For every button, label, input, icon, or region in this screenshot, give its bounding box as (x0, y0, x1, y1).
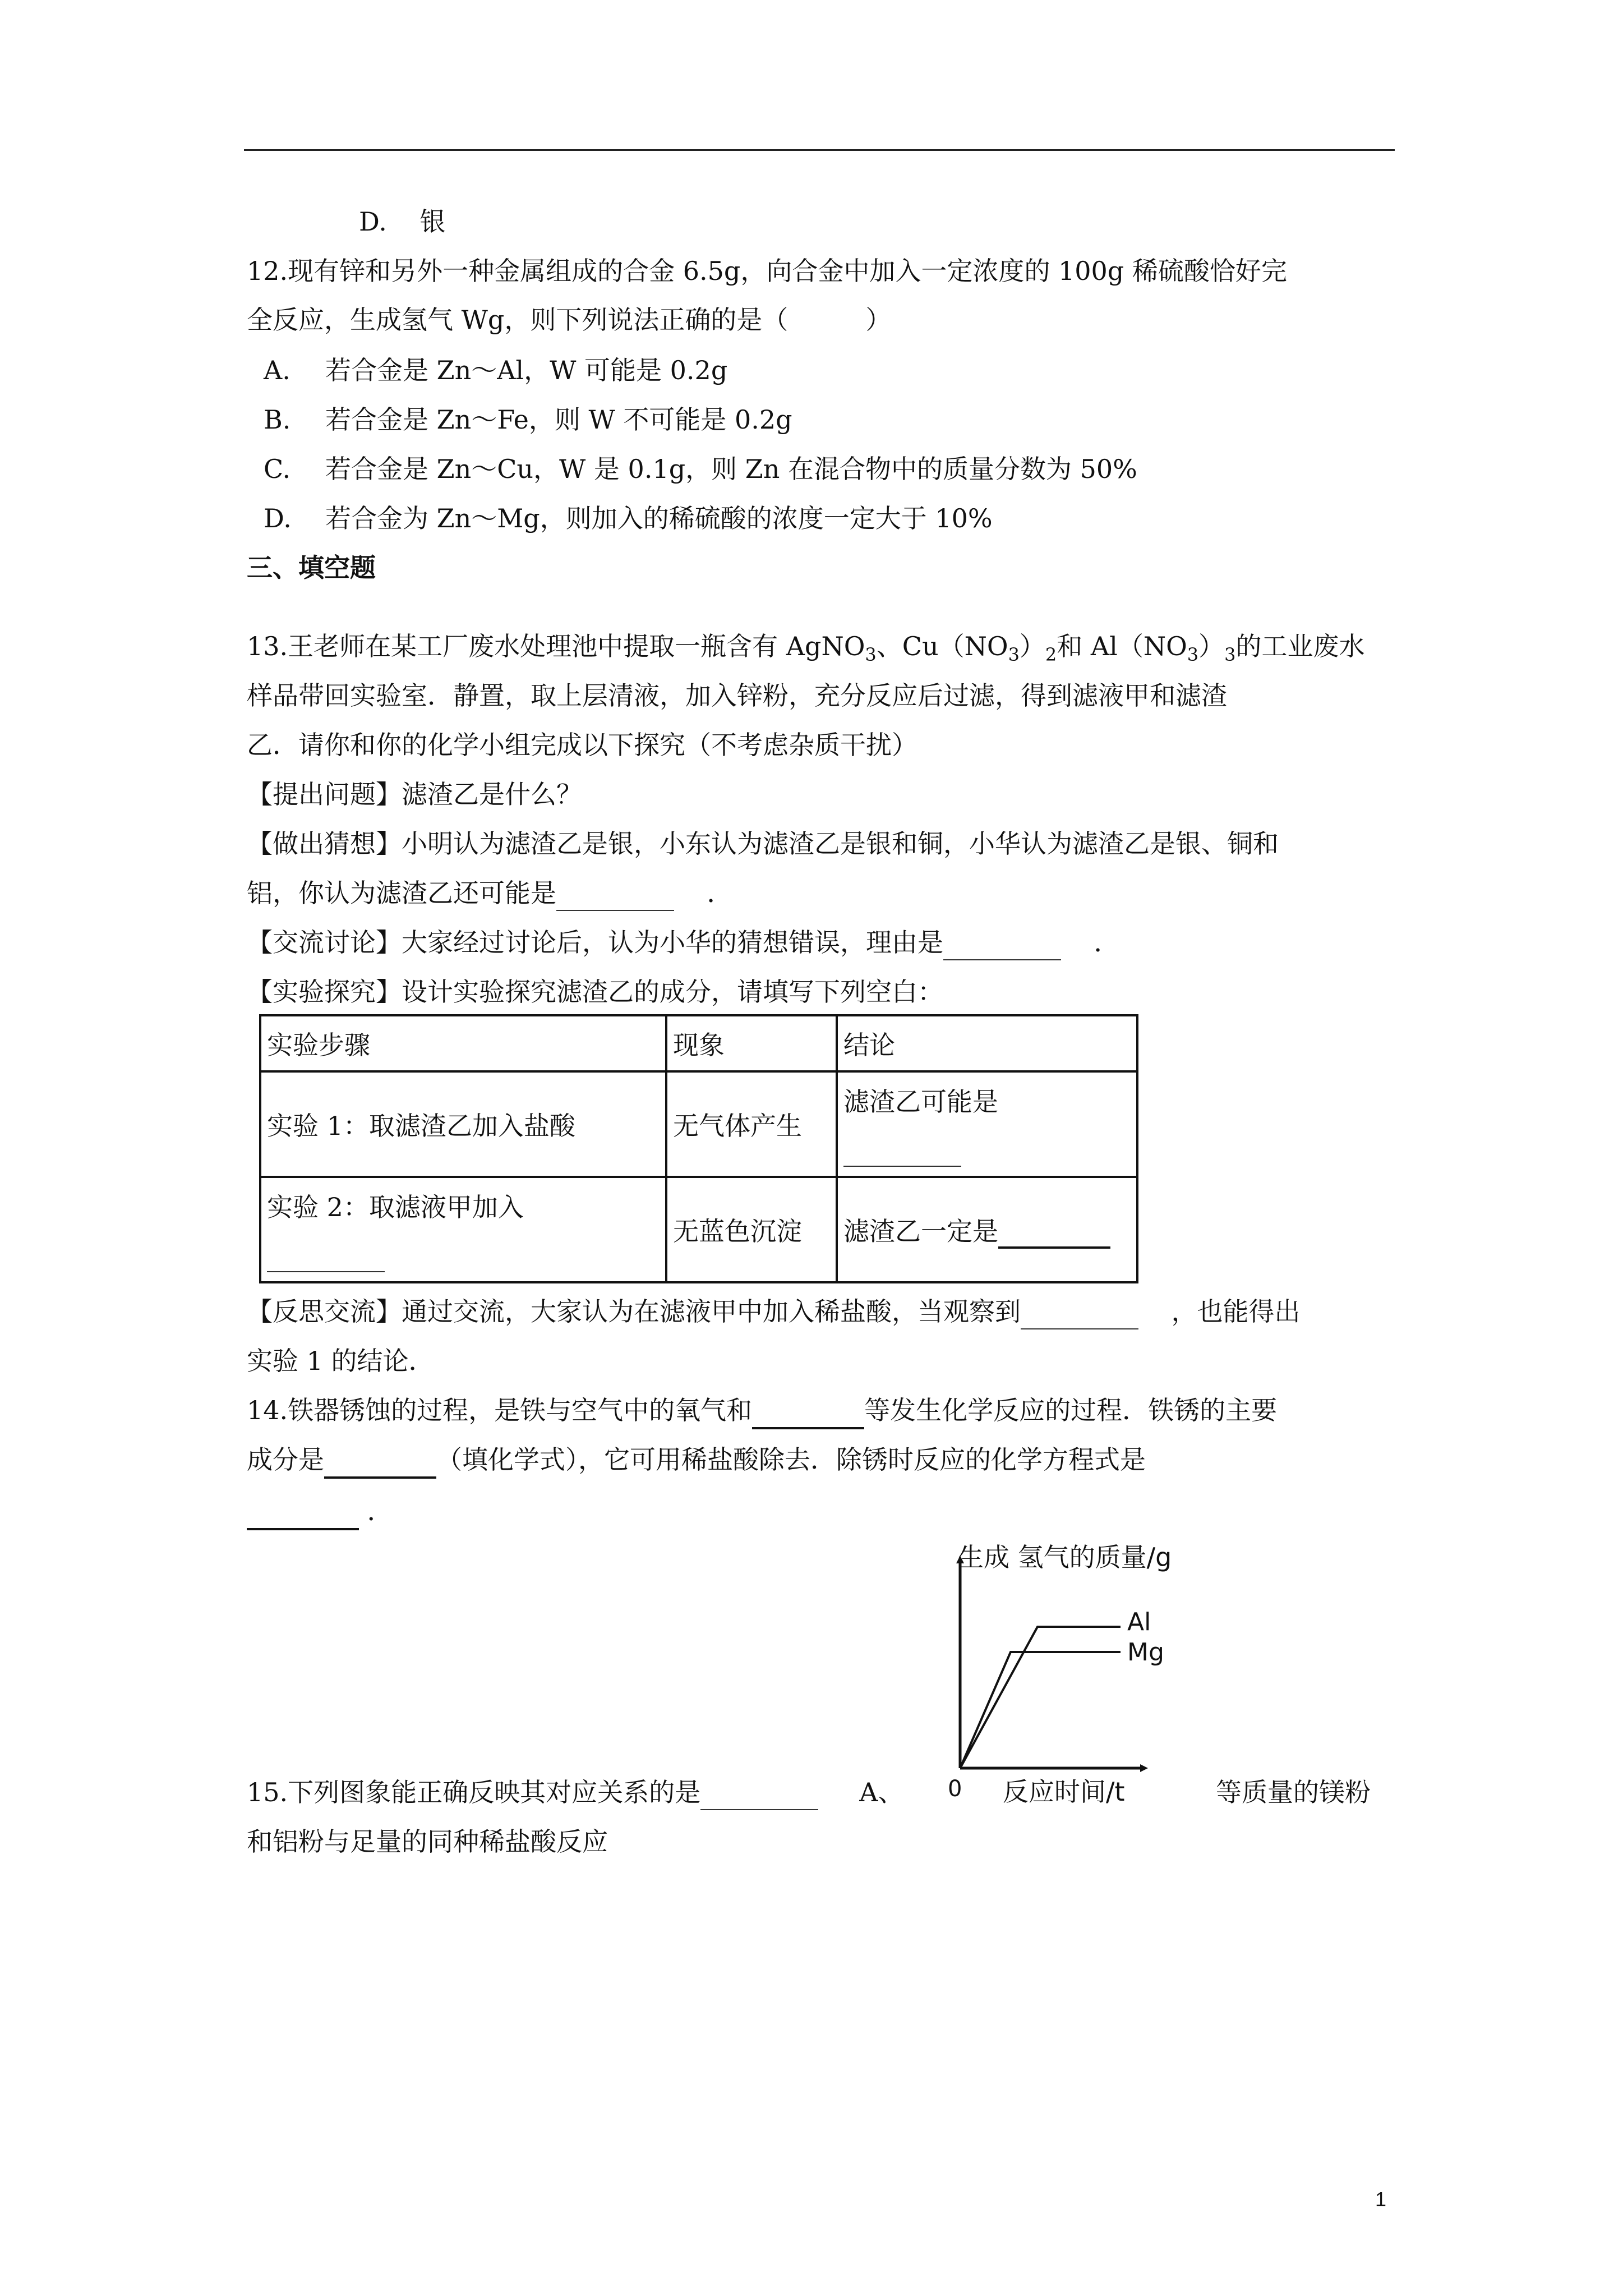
q15-line2: 和铝粉与足量的同种稀盐酸反应 (247, 1826, 608, 1857)
table-cell (837, 1071, 1137, 1177)
text: 铝，你认为滤渣乙还可能是 (247, 878, 556, 908)
subscript: 3 (1187, 644, 1199, 666)
text: 【反思交流】通过交流，大家认为在滤液甲中加入稀盐酸，当观察到 (247, 1296, 1021, 1327)
q13-line10: 实验 1 的结论． (247, 1346, 435, 1376)
answer-blank[interactable] (752, 1393, 864, 1429)
option-text: 若合金是 Zn～Fe，则 W 不可能是 0.2g (325, 404, 792, 435)
option-label: A. (264, 355, 291, 385)
answer-blank[interactable] (700, 1775, 818, 1810)
table-row (260, 1071, 1137, 1177)
option-text: 若合金为 Zn～Mg，则加入的稀硫酸的浓度一定大于 10% (325, 503, 993, 533)
subscript: 2 (1045, 644, 1057, 666)
text: （填化学式），它可用稀盐酸除去．除锈时反应的化学方程式是 (436, 1444, 1146, 1475)
q14-line3 (247, 1494, 393, 1530)
text: 13.王老师在某工厂废水处理池中提取一瓶含有 AgNO (247, 631, 865, 661)
text: 成分是 (247, 1444, 324, 1475)
text: 滤渣乙可能是 (843, 1087, 998, 1117)
option-text: 若合金是 Zn～Cu，W 是 0.1g，则 Zn 在混合物中的质量分数为 50% (325, 454, 1137, 484)
header-cell: 现象 (666, 1015, 837, 1071)
answer-blank[interactable] (247, 1494, 359, 1530)
series-al-line (960, 1627, 1121, 1768)
answer-blank[interactable] (1021, 1295, 1138, 1329)
header-rule (244, 149, 1395, 151)
page-number: 1 (1375, 2188, 1387, 2211)
table-cell: 无蓝色沉淀 (666, 1177, 837, 1282)
text: ． (1094, 927, 1120, 958)
option-label: D. (359, 206, 387, 237)
q13-line7 (247, 926, 1120, 960)
spacer (267, 1224, 660, 1241)
spacer (843, 1119, 1131, 1135)
q11-option-d (359, 205, 445, 238)
text: 、Cu（NO (876, 631, 1008, 661)
text: 和 Al（NO (1057, 631, 1187, 661)
text: ） (1019, 631, 1045, 661)
table-header-row (260, 1015, 1137, 1071)
q12-option-d (264, 501, 993, 535)
text: 实验 2：取滤液甲加入 (267, 1192, 524, 1222)
subscript: 3 (1008, 644, 1020, 666)
section-heading: 三、填空题 (247, 553, 376, 583)
text: 滤渣乙一定是 (843, 1216, 998, 1246)
option-label: C. (264, 454, 291, 484)
table-cell: 无气体产生 (666, 1071, 837, 1177)
experiment-table (259, 1014, 1138, 1283)
subscript: 3 (1224, 644, 1236, 666)
answer-blank[interactable] (556, 876, 674, 911)
text: ） (1198, 631, 1225, 661)
q13-line8: 【实验探究】设计实验探究滤渣乙的成分，请填写下列空白： (247, 977, 943, 1007)
q12-option-a (264, 353, 727, 387)
q13-line5: 【做出猜想】小明认为滤渣乙是银，小东认为滤渣乙是银和铜，小华认为滤渣乙是银、铜和 (247, 829, 1279, 859)
header-cell: 结论 (837, 1015, 1137, 1071)
option-text: 若合金是 Zn～Al，W 可能是 0.2g (325, 355, 728, 385)
table-cell: 实验 1：取滤渣乙加入盐酸 (260, 1071, 666, 1177)
table-cell (837, 1177, 1137, 1282)
x-axis-label: 反应时间/t (1003, 1777, 1125, 1807)
answer-blank[interactable] (843, 1135, 961, 1167)
subscript: 3 (865, 644, 877, 666)
y-axis-label: 生成 氢气的质量/g (958, 1542, 1172, 1572)
text: 等发生化学反应的过程．铁锈的主要 (864, 1395, 1278, 1425)
option-label: D. (264, 503, 292, 533)
answer-blank[interactable] (267, 1241, 385, 1272)
text: ． (707, 878, 733, 908)
q13-line3: 乙．请你和你的化学小组完成以下探究（不考虑杂质干扰） (247, 730, 917, 760)
text: 的工业废水 (1235, 631, 1365, 661)
table-row (260, 1177, 1137, 1282)
text: 【交流讨论】大家经过讨论后，认为小华的猜想错误，理由是 (247, 927, 943, 958)
hydrogen-mass-graph (920, 1537, 1234, 1812)
text: ． (367, 1496, 393, 1526)
answer-blank[interactable] (998, 1216, 1110, 1249)
header-cell: 实验步骤 (260, 1015, 666, 1071)
q12-line1: 12.现有锌和另外一种金属组成的合金 6.5g，向合金中加入一定浓度的 100g 稀硫酸恰好完 (247, 256, 1287, 286)
q13-line6 (247, 876, 733, 911)
q14-line1 (247, 1393, 1277, 1429)
text: A、 (859, 1777, 904, 1807)
series-mg-line (960, 1652, 1121, 1768)
text: 15.下列图象能正确反映其对应关系的是 (247, 1777, 701, 1807)
answer-blank[interactable] (943, 926, 1061, 960)
q13-line1 (247, 629, 1365, 671)
q13-line9 (247, 1295, 1301, 1329)
q12-line2: 全反应，生成氢气 Wg，则下列说法正确的是（ ） (247, 305, 892, 335)
series-al-label: Al (1127, 1608, 1151, 1636)
q13-line4: 【提出问题】滤渣乙是什么？ (247, 779, 582, 809)
q13-line2: 样品带回实验室．静置，取上层清液，加入锌粉，充分反应后过滤，得到滤液甲和滤渣 (247, 680, 1227, 711)
option-label: B. (264, 404, 291, 435)
q12-option-c (264, 452, 1137, 486)
q15-line1 (247, 1775, 904, 1810)
q15-line1-end: 等质量的镁粉 (1216, 1777, 1371, 1807)
text: 14.铁器锈蚀的过程，是铁与空气中的氧气和 (247, 1395, 753, 1425)
text: ，也能得出 (1171, 1296, 1301, 1327)
answer-blank[interactable] (324, 1443, 436, 1479)
series-mg-label: Mg (1127, 1638, 1164, 1667)
table-cell (260, 1177, 666, 1282)
origin-label: 0 (948, 1776, 962, 1802)
q12-option-b (264, 403, 792, 436)
q14-line2 (247, 1443, 1146, 1479)
option-text: 银 (419, 206, 446, 237)
